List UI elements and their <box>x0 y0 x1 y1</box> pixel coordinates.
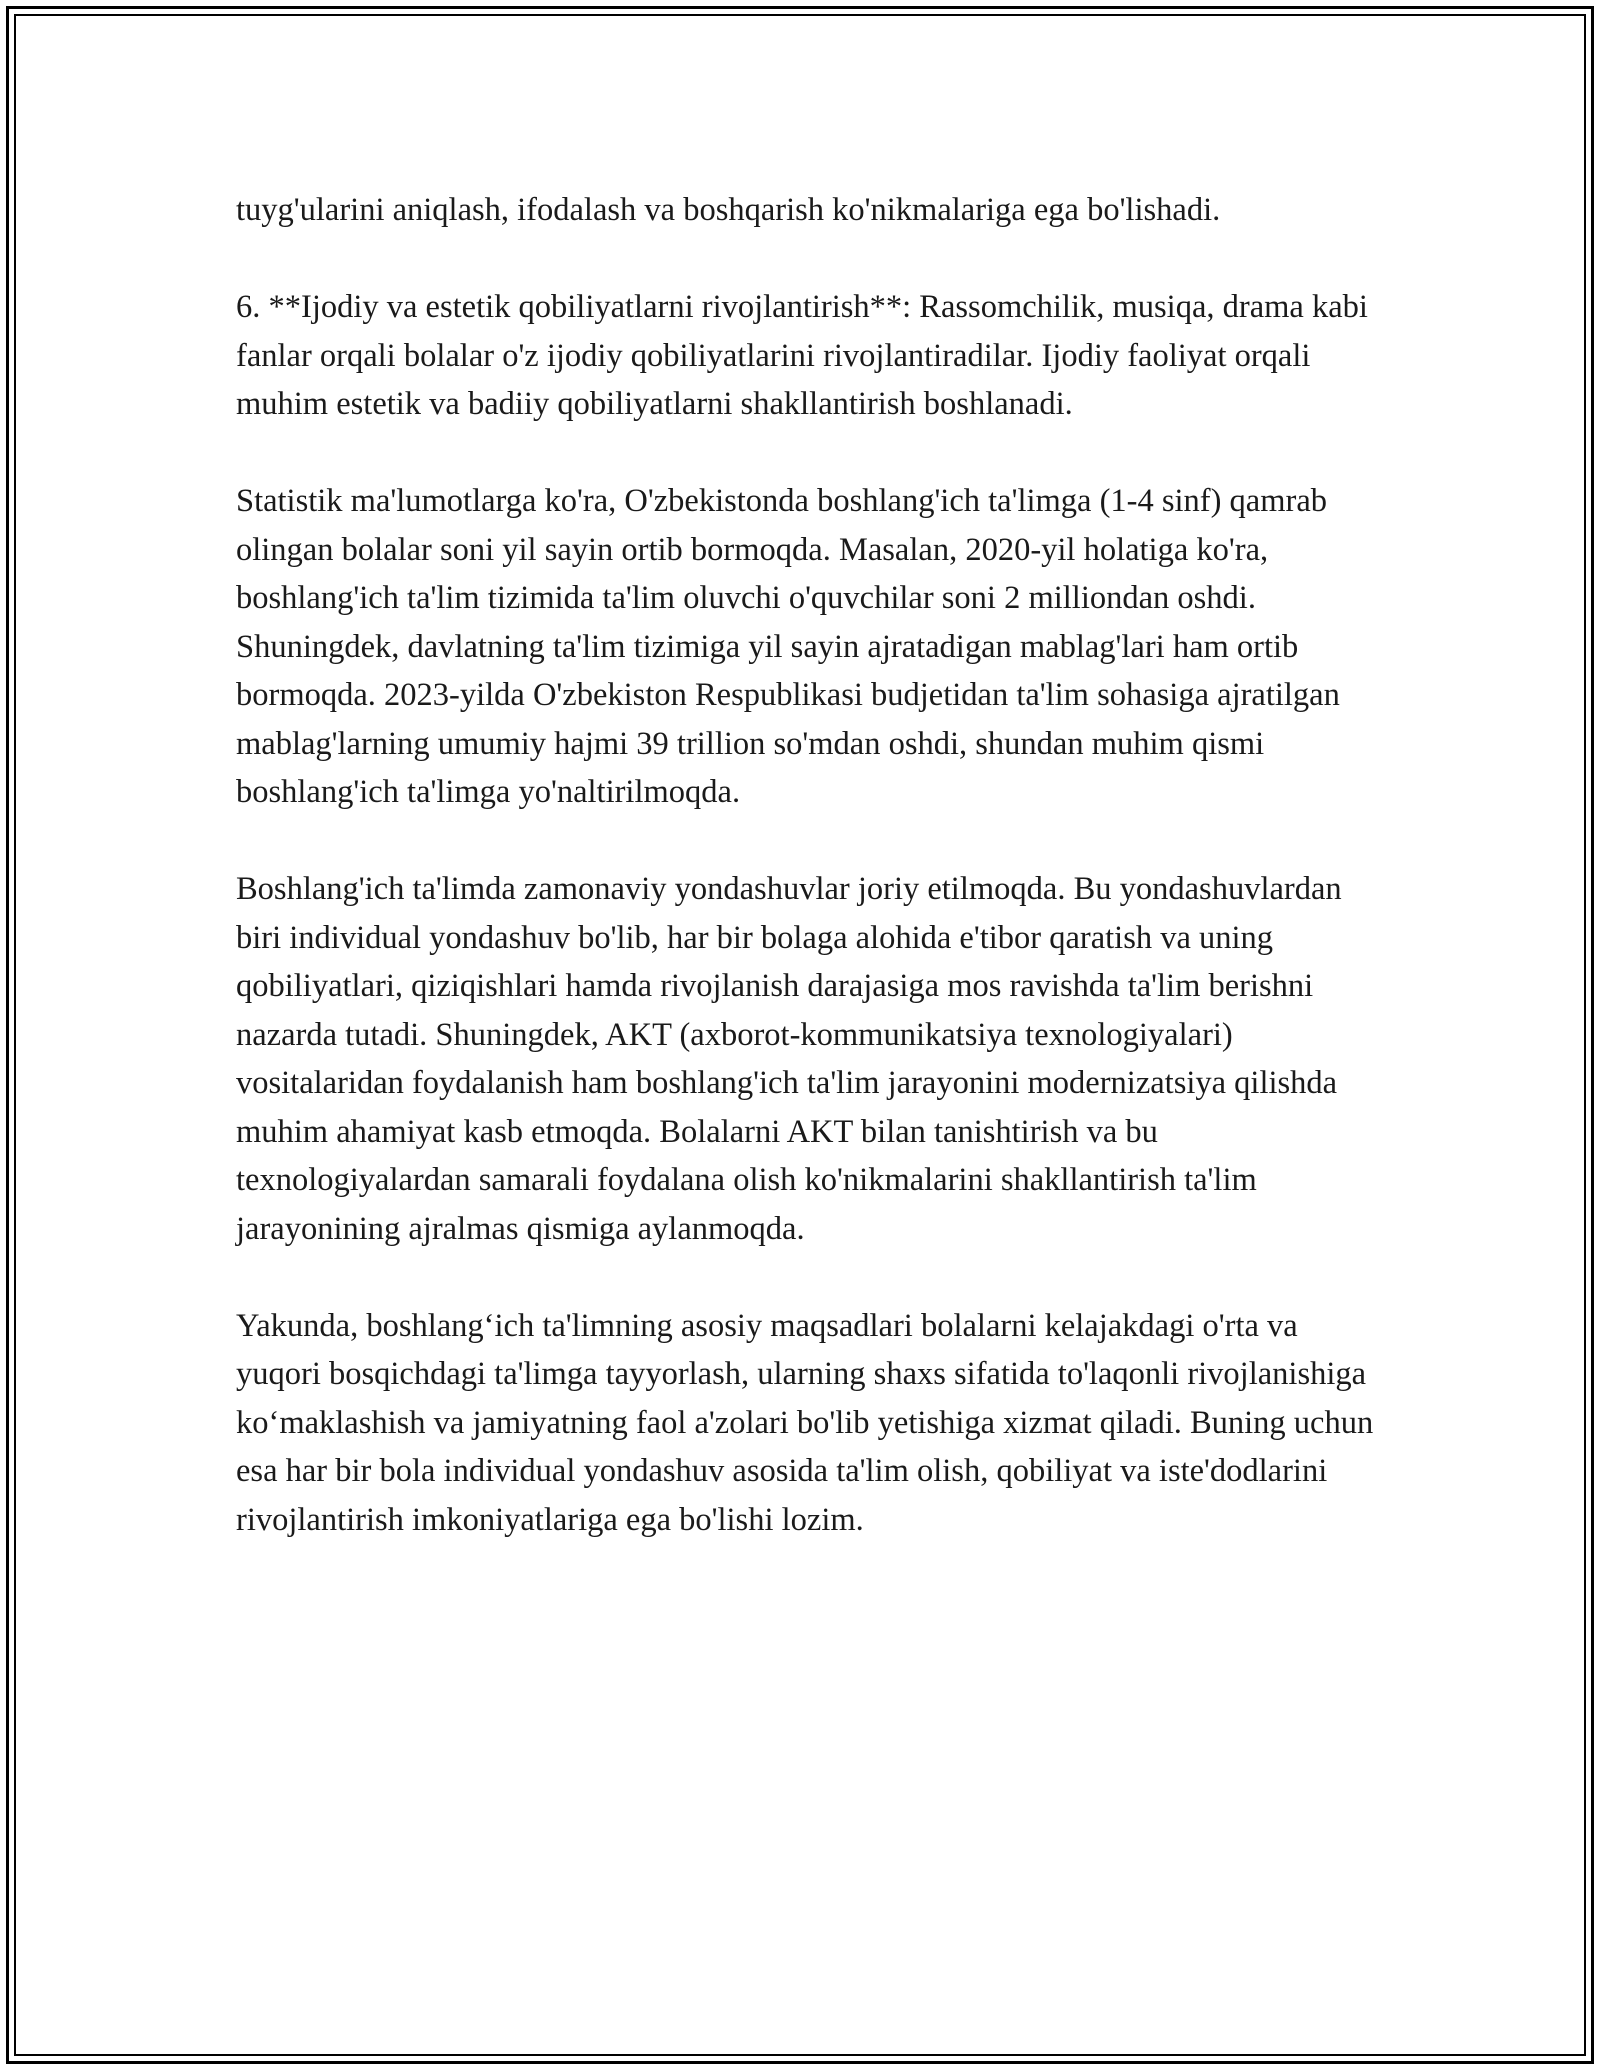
paragraph-modern-approaches: Boshlang'ich ta'limda zamonaviy yondashuvlar joriy etilmoqda. Bu yondashuvlardan biri individual yondashuv bo'lib, har bir bolaga alohida e'tibor qaratish va uning qobiliyatlari, qiziqishlari hamda rivojlanish darajasiga mos ravishda ta'lim berishni nazarda tutadi. Shuningdek, AKT (axborot-kommunikatsiya texnologiyalari) vositalaridan foydalanish ham boshlang'ich ta'lim jarayonini modernizatsiya qilishda muhim ahamiyat kasb etmoqda. Bolalarni AKT bilan tanishtirish va bu texnologiyalardan samarali foydalana olish ko'nikmalarini shakllantirish ta'lim jarayonining ajralmas qismiga aylanmoqda. <box>236 871 1342 1247</box>
paragraph-conclusion: Yakunda, boshlang‘ich ta'limning asosiy maqsadlari bolalarni kelajakdagi o'rta va yuqori bosqichdagi ta'limga tayyorlash, ularning shaxs sifatida to'laqonli rivojlanishiga ko‘maklashish va jamiyatning faol a'zolari bo'lib yetishiga xizmat qiladi. Buning uchun esa har bir bola individual yondashuv asosida ta'lim olish, qobiliyat va iste'dodlarini rivojlantirish imkoniyatlariga ega bo'lishi lozim. <box>236 1307 1374 1538</box>
paragraph-creative-abilities: 6. **Ijodiy va estetik qobiliyatlarni rivojlantirish**: Rassomchilik, musiqa, drama kabi fanlar orqali bolalar o'z ijodiy qobiliyatlarini rivojlantiradilar. Ijodiy faoliyat orqali muhim estetik va badiiy qobiliyatlarni shakllantirish boshlanadi. <box>236 289 1368 422</box>
paragraph-emotions-continuation: tuyg'ularini aniqlash, ifodalash va boshqarish ko'nikmalariga ega bo'lishadi. <box>236 192 1221 228</box>
document-body <box>236 186 1376 1593</box>
paragraph-statistics: Statistik ma'lumotlarga ko'ra, O'zbekistonda boshlang'ich ta'limga (1-4 sinf) qamrab olingan bolalar soni yil sayin ortib bormoqda. Masalan, 2020-yil holatiga ko'ra, boshlang'ich ta'lim tizimida ta'lim oluvchi o'quvchilar soni 2 milliondan oshdi. Shuningdek, davlatning ta'lim tizimiga yil sayin ajratadigan mablag'lari ham ortib bormoqda. 2023-yilda O'zbekiston Respublikasi budjetidan ta'lim sohasiga ajratilgan mablag'larning umumiy hajmi 39 trillion so'mdan oshdi, shundan muhim qismi boshlang'ich ta'limga yo'naltirilmoqda. <box>236 483 1340 810</box>
